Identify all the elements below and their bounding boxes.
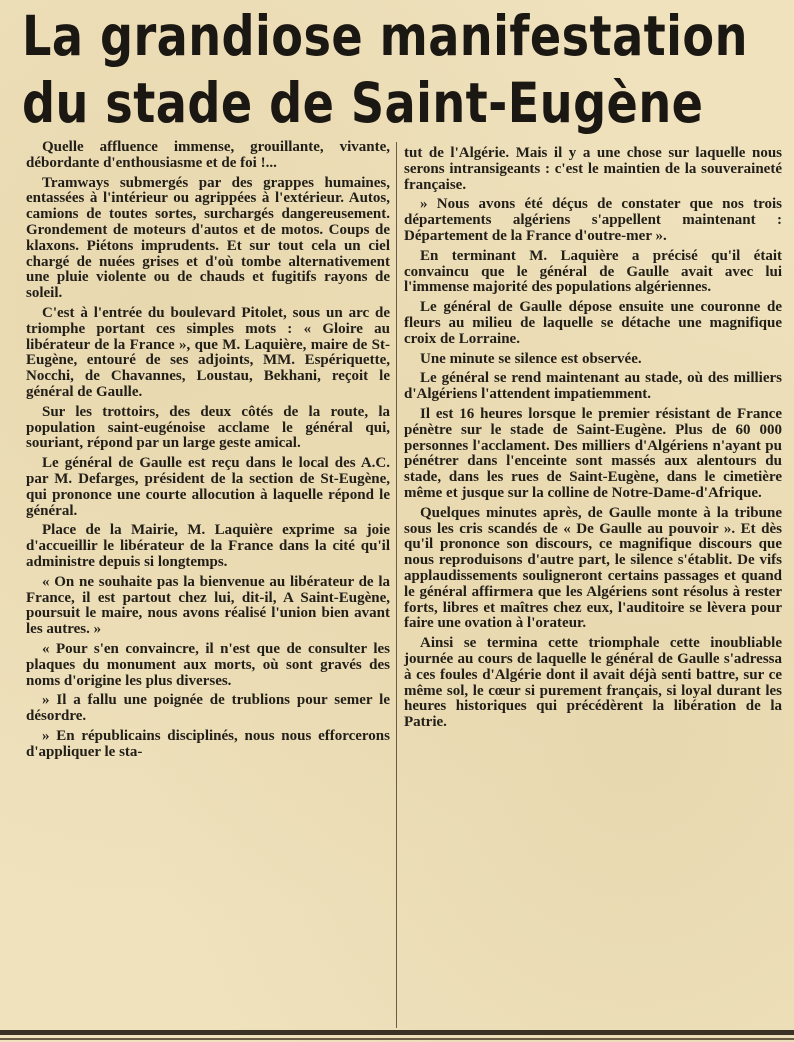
paragraph: Quelle affluence immense, grouillante, vivante, débordante d'enthousiasme et de foi !... <box>26 139 390 171</box>
paragraph: Tramways submergés par des grappes humaines, entassées à l'intérieur ou agrippées à l'extérieur. Autos, camions de toutes sortes, surchargés dangereusement. Grondement de moteurs d'autos et de motos. Coups de klaxons. Piétons imprudents. Et sur tout cela un ciel chargé de nuées grises et d'où tombe alternativement une pluie violente ou de chauds et fugitifs rayons de soleil. <box>26 174 390 302</box>
column-divider <box>396 142 397 1028</box>
paragraph: Le général de Gaulle est reçu dans le local des A.C. par M. Defarges, président de la section de St-Eugène, qui prononce une courte allocution à laquelle répond le général. <box>26 455 390 519</box>
headline <box>14 2 794 136</box>
paragraph: En terminant M. Laquière a précisé qu'il était convaincu que le général de Gaulle avait avec lui l'immense majorité des populations algériennes. <box>404 247 782 296</box>
bottom-rule <box>0 1030 794 1035</box>
paragraph: Il est 16 heures lorsque le premier résistant de France pénètre sur le stade de Saint-Eugène. Plus de 60 000 personnes l'acclament. Des milliers d'Algériens n'ayant pu pénétrer dans l'enceinte sont massés aux alentours du stade, dans les rues de Saint-Eugène, dans le cimetière même et jusque sur la colline de Notre-Dame-d'Afrique. <box>404 405 782 501</box>
article-column-right <box>404 146 782 735</box>
paragraph: Quelques minutes après, de Gaulle monte à la tribune sous les cris scandés de « De Gaulle au pouvoir ». Et dès qu'il prononce son discours, ce magnifique discours que nous reproduisons d'autre part, le silence s'établit. De vifs applaudissements souligneront certains passages et quand le général affirmera que les Algériens sont résolus à rester forts, libres et maîtres chez eux, l'auditoire se lèvera pour faire une ovation à l'orateur. <box>404 504 782 632</box>
paragraph: « Pour s'en convaincre, il n'est que de consulter les plaques du monument aux morts, où sont gravés des noms d'origine les plus diverses. <box>26 640 390 689</box>
headline-line-2: du stade de Saint-Eugène <box>22 71 704 135</box>
paragraph: Place de la Mairie, M. Laquière exprime sa joie d'accueillir le libérateur de la France dans la cité qu'il administre depuis si longtemps. <box>26 522 390 570</box>
article-column-left <box>26 140 390 764</box>
paragraph: Sur les trottoirs, des deux côtés de la route, la population saint-eugénoise acclame le général qui, souriant, répond par un large geste amical. <box>26 403 390 452</box>
paragraph: » Nous avons été déçus de constater que nos trois départements algériens s'appellent maintenant : Département de la France d'outre-mer ». <box>404 196 782 244</box>
headline-line-1: La grandiose manifestation <box>22 4 748 68</box>
bottom-rule-thin <box>0 1038 794 1040</box>
paragraph: » En républicains disciplinés, nous nous efforcerons d'appliquer le sta- <box>26 727 390 760</box>
paragraph: Le général se rend maintenant au stade, où des milliers d'Algériens l'attendent impatiemment. <box>404 370 782 403</box>
paragraph: Ainsi se termina cette triomphale cette inoubliable journée au cours de laquelle le général de Gaulle s'adressa à ces foules d'Algérie dont il avait déjà senti battre, sur ce même sol, le cœur si purement français, si loyal durant les heures historiques qui précédèrent la libération de la Patrie. <box>404 635 782 731</box>
paragraph: « On ne souhaite pas la bienvenue au libérateur de la France, il est partout chez lui, dit-il, A Saint-Eugène, poursuit le maire, nous avons réalisé l'union bien avant les autres. » <box>26 573 390 638</box>
paragraph: Le général de Gaulle dépose ensuite une couronne de fleurs au milieu de laquelle se détache une magnifique croix de Lorraine. <box>404 299 782 347</box>
paragraph: » Il a fallu une poignée de trublions pour semer le désordre. <box>26 692 390 725</box>
paragraph: Une minute se silence est observée. <box>420 350 642 367</box>
paragraph: tut de l'Algérie. Mais il y a une chose sur laquelle nous serons intransigeants : c'est le maintien de la souveraineté française. <box>404 145 782 193</box>
paragraph: C'est à l'entrée du boulevard Pitolet, sous un arc de triomphe portant ces simples mots : « Gloire au libérateur de la France », que M. Laquière, maire de St-Eugène, entouré de ses adjoints, MM. Espériquette, Nocchi, de Chavannes, Loustau, Bekhani, reçoit le général de Gaulle. <box>26 304 390 400</box>
